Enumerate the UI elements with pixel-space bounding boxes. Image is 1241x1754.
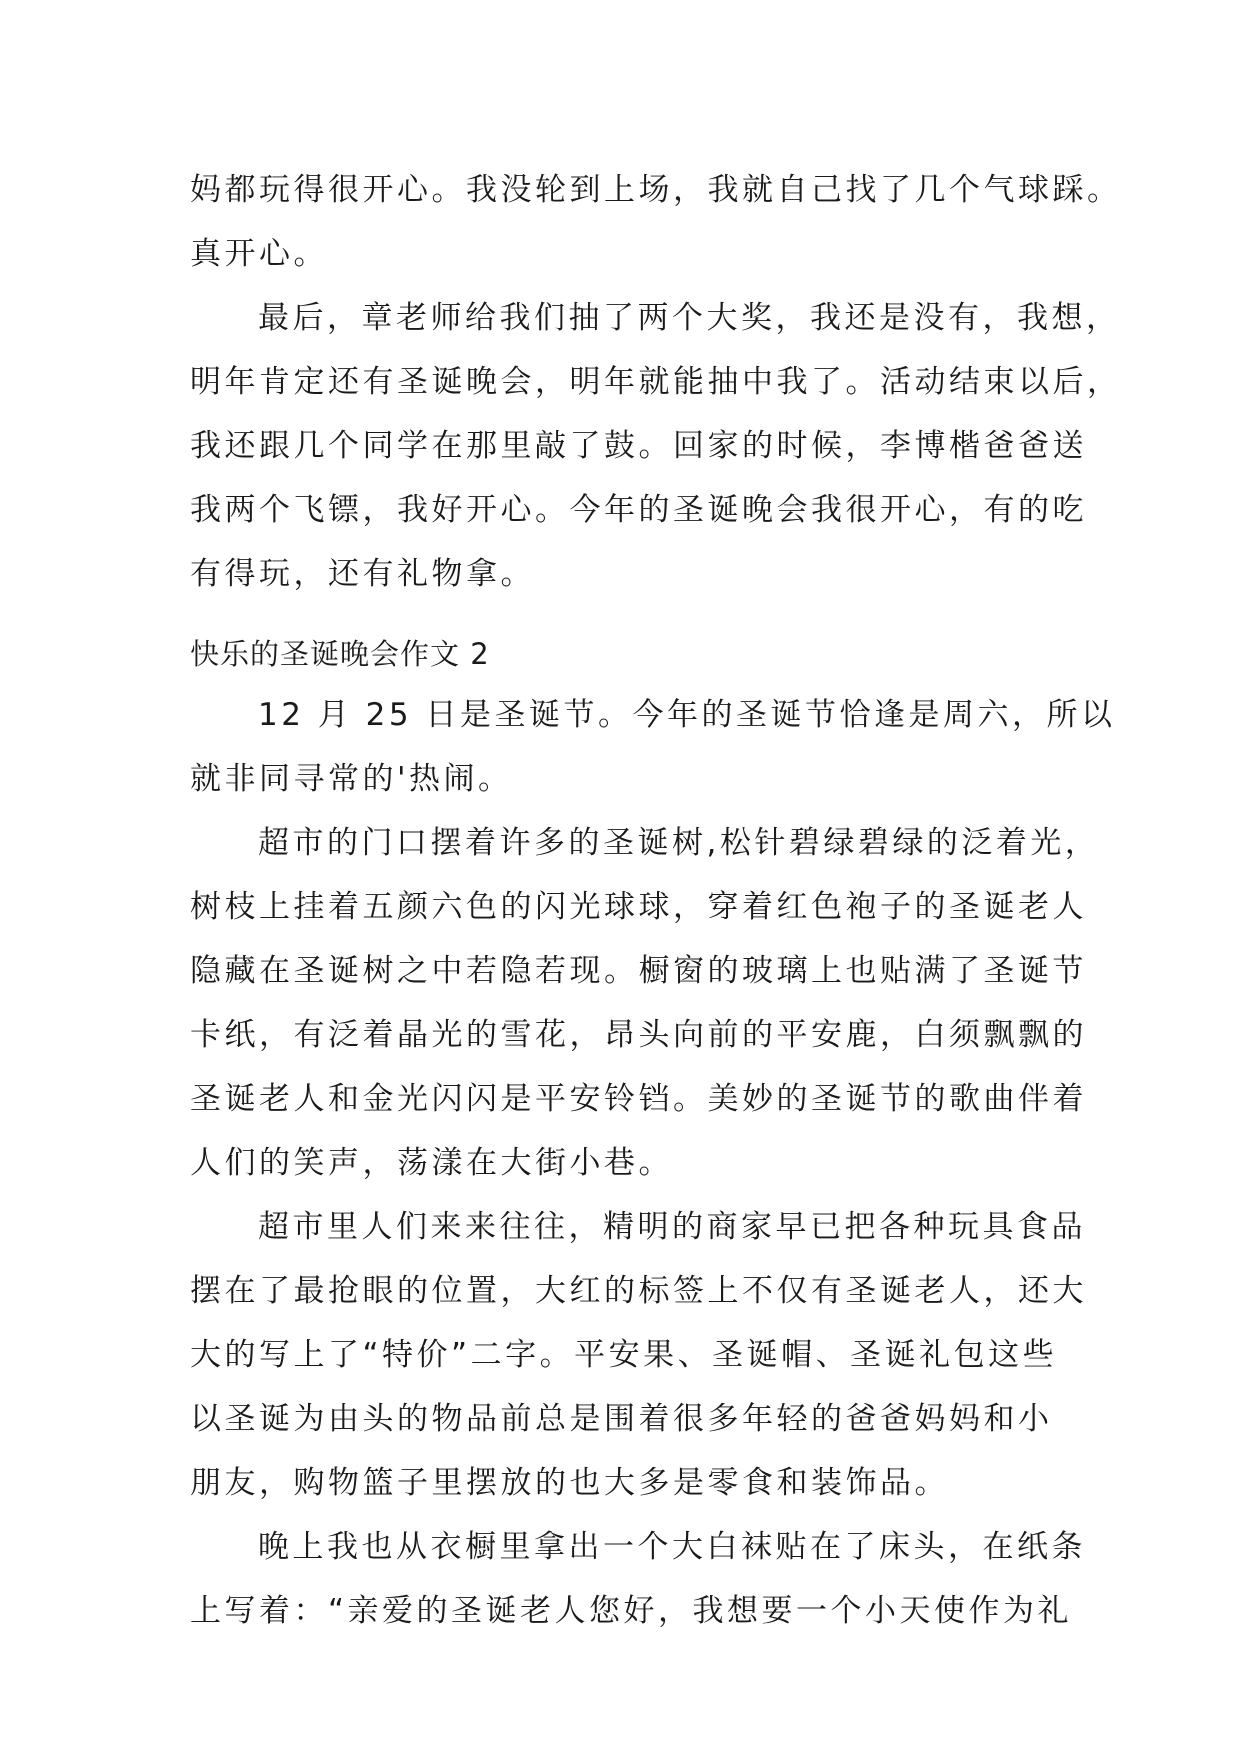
text-line: 超市的门口摆着许多的圣诞树,松针碧绿碧绿的泛着光， (258, 825, 1100, 861)
text-line: 超市里人们来来往往，精明的商家早已把各种玩具食品 (258, 1209, 1086, 1245)
paragraph (190, 286, 1122, 606)
text-line: 摆在了最抢眼的位置，大红的标签上不仅有圣诞老人，还大 (190, 1273, 1087, 1309)
essay2-title: 快乐的圣诞晚会作文 2 (190, 637, 490, 671)
paragraph (190, 811, 1100, 1195)
paragraph (190, 158, 1122, 286)
text-line: 卡纸，有泛着晶光的雪花，昂头向前的平安鹿，白须飘飘的 (190, 1017, 1087, 1053)
essay1-continuation (190, 158, 1122, 606)
paragraph (190, 1515, 1086, 1643)
text-line: 真开心。 (190, 236, 328, 272)
text-line: 上写着：“亲爱的圣诞老人您好，我想要一个小天使作为礼 (190, 1593, 1073, 1629)
text-line: 我还跟几个同学在那里敲了鼓。回家的时候，李博楷爸爸送 (190, 428, 1087, 464)
text-line: 有得玩，还有礼物拿。 (190, 556, 535, 592)
text-line: 隐藏在圣诞树之中若隐若现。橱窗的玻璃上也贴满了圣诞节 (190, 953, 1087, 989)
text-line: 妈都玩得很开心。我没轮到上场，我就自己找了几个气球踩。 (190, 172, 1122, 208)
text-line: 人们的笑声，荡漾在大街小巷。 (190, 1145, 673, 1181)
paragraph (190, 683, 1116, 811)
text-line: 晚上我也从衣橱里拿出一个大白袜贴在了床头，在纸条 (258, 1529, 1086, 1565)
text-line: 大的写上了“特价”二字。平安果、圣诞帽、圣诞礼包这些 (190, 1337, 1058, 1373)
text-line: 就非同寻常的'热闹。 (190, 761, 513, 797)
essay2-body (190, 683, 1116, 1643)
text-line: 12 月 25 日是圣诞节。今年的圣诞节恰逢是周六，所以 (258, 697, 1116, 733)
text-line: 以圣诞为由头的物品前总是围着很多年轻的爸爸妈妈和小 (190, 1401, 1053, 1437)
text-line: 圣诞老人和金光闪闪是平安铃铛。美妙的圣诞节的歌曲伴着 (190, 1081, 1087, 1117)
text-line: 朋友，购物篮子里摆放的也大多是零食和装饰品。 (190, 1465, 949, 1501)
text-line: 树枝上挂着五颜六色的闪光球球，穿着红色袍子的圣诞老人 (190, 889, 1087, 925)
text-line: 最后，章老师给我们抽了两个大奖，我还是没有，我想， (258, 300, 1121, 336)
text-line: 我两个飞镖，我好开心。今年的圣诞晚会我很开心，有的吃 (190, 492, 1087, 528)
paragraph (190, 1195, 1087, 1515)
text-line: 明年肯定还有圣诞晚会，明年就能抽中我了。活动结束以后， (190, 364, 1122, 400)
